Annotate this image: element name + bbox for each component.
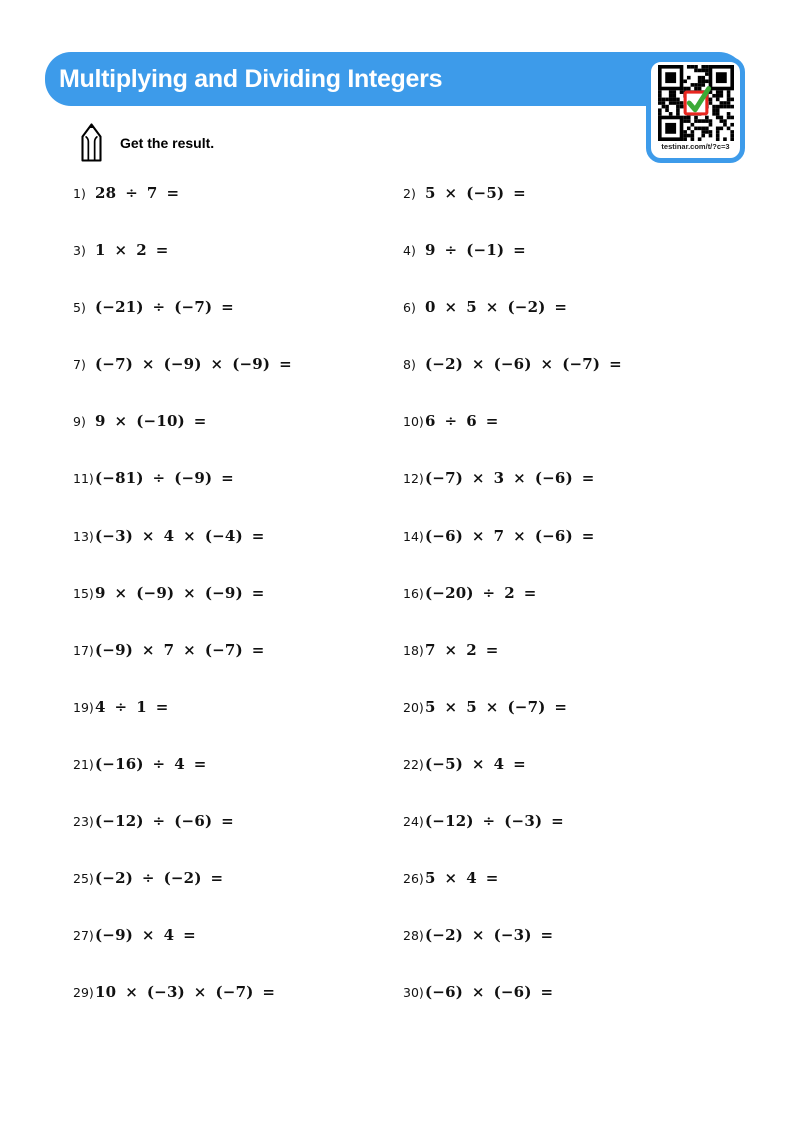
problem-number: 7)	[73, 357, 86, 373]
problem-number: 19)	[73, 699, 94, 715]
problem-expression: (−20) ÷ 2 =	[425, 583, 537, 602]
problem-expression: 28 ÷ 7 =	[95, 184, 180, 202]
problem-item	[403, 869, 733, 926]
problem-expression: (−9) × 7 × (−7) =	[95, 640, 265, 659]
problem-item	[73, 527, 403, 584]
problem-number: 22)	[403, 756, 424, 772]
problem-number: 9)	[73, 414, 86, 430]
problem-expression: 0 × 5 × (−2) =	[425, 298, 568, 317]
problem-item	[403, 926, 733, 983]
problem-expression: (−6) × 7 × (−6) =	[425, 526, 595, 545]
problem-number: 20)	[403, 699, 424, 715]
problem-number: 10)	[403, 414, 424, 430]
problem-item	[73, 355, 403, 412]
problem-expression: 1 × 2 =	[95, 241, 169, 260]
problem-item	[73, 812, 403, 869]
problem-expression: 7 × 2 =	[425, 640, 499, 659]
problem-number: 1)	[73, 186, 86, 201]
problem-item	[403, 241, 733, 298]
problem-item	[403, 698, 733, 755]
problem-item	[73, 412, 403, 469]
problem-expression: 5 × 4 =	[425, 869, 499, 888]
problem-number: 8)	[403, 357, 416, 373]
problem-expression: (−7) × (−9) × (−9) =	[95, 355, 292, 374]
problem-item	[403, 983, 733, 1040]
problem-item	[73, 469, 403, 526]
problem-number: 4)	[403, 243, 416, 259]
problem-expression: 4 ÷ 1 =	[95, 697, 169, 716]
problem-item	[73, 755, 403, 812]
problem-number: 25)	[73, 871, 94, 887]
problem-item	[403, 527, 733, 584]
problem-item	[73, 184, 403, 241]
problem-expression: (−3) × 4 × (−4) =	[95, 526, 265, 545]
problem-item	[73, 241, 403, 298]
problem-number: 29)	[73, 985, 94, 1001]
problem-item	[403, 641, 733, 698]
problem-expression: (−2) × (−3) =	[425, 926, 554, 945]
problem-item	[403, 298, 733, 355]
problem-expression: (−5) × 4 =	[425, 754, 526, 773]
problem-item	[73, 926, 403, 983]
problem-number: 13)	[73, 528, 94, 544]
problem-number: 21)	[73, 756, 94, 772]
problem-expression: 5 × (−5) =	[425, 184, 526, 202]
problem-expression: (−12) ÷ (−3) =	[425, 812, 564, 831]
instruction-label: Get the result.	[120, 134, 215, 151]
problem-number: 23)	[73, 814, 94, 830]
problem-expression: (−9) × 4 =	[95, 926, 196, 945]
problem-number: 6)	[403, 300, 416, 316]
problem-expression: (−21) ÷ (−7) =	[95, 298, 234, 317]
problem-expression: 10 × (−3) × (−7) =	[95, 983, 276, 1002]
problem-number: 5)	[73, 300, 86, 316]
worksheet-title-bar	[45, 52, 745, 106]
pencil-icon	[78, 121, 105, 164]
problem-number: 12)	[403, 471, 424, 487]
problem-expression: (−6) × (−6) =	[425, 983, 554, 1002]
problems-grid	[73, 184, 773, 1040]
instruction-row	[78, 121, 214, 164]
problem-expression: (−16) ÷ 4 =	[95, 754, 207, 773]
page-title: Multiplying and Dividing Integers	[59, 64, 443, 93]
problem-number: 17)	[73, 642, 94, 658]
problem-item	[403, 584, 733, 641]
problem-number: 26)	[403, 871, 424, 887]
problem-item	[73, 869, 403, 926]
problem-expression: (−2) × (−6) × (−7) =	[425, 355, 622, 374]
problem-item	[403, 412, 733, 469]
qr-caption: testinar.com/t/?c=3	[661, 142, 730, 151]
problem-number: 16)	[403, 585, 424, 601]
problem-item	[403, 812, 733, 869]
qr-code-icon	[658, 65, 734, 141]
problem-number: 28)	[403, 928, 424, 944]
problem-expression: 9 ÷ (−1) =	[425, 241, 526, 260]
problem-expression: (−12) ÷ (−6) =	[95, 812, 234, 831]
problem-number: 30)	[403, 985, 424, 1001]
problem-item	[73, 641, 403, 698]
problem-item	[73, 983, 403, 1040]
problem-item	[73, 698, 403, 755]
qr-code-card	[646, 57, 745, 163]
problem-number: 24)	[403, 814, 424, 830]
problem-item	[403, 355, 733, 412]
problem-expression: 9 × (−9) × (−9) =	[95, 583, 265, 602]
problem-number: 14)	[403, 528, 424, 544]
problem-number: 3)	[73, 243, 86, 259]
problem-number: 15)	[73, 585, 94, 601]
problem-expression: (−81) ÷ (−9) =	[95, 469, 234, 488]
problem-item	[73, 298, 403, 355]
problem-number: 27)	[73, 928, 94, 944]
problem-number: 11)	[73, 471, 94, 487]
problem-item	[403, 755, 733, 812]
problem-number: 2)	[403, 186, 416, 201]
problem-item	[403, 469, 733, 526]
problem-expression: (−2) ÷ (−2) =	[95, 869, 224, 888]
problem-item	[403, 184, 733, 241]
problem-expression: 6 ÷ 6 =	[425, 412, 499, 431]
problem-expression: (−7) × 3 × (−6) =	[425, 469, 595, 488]
problem-expression: 9 × (−10) =	[95, 412, 207, 431]
problem-item	[73, 584, 403, 641]
problem-expression: 5 × 5 × (−7) =	[425, 697, 568, 716]
problem-number: 18)	[403, 642, 424, 658]
